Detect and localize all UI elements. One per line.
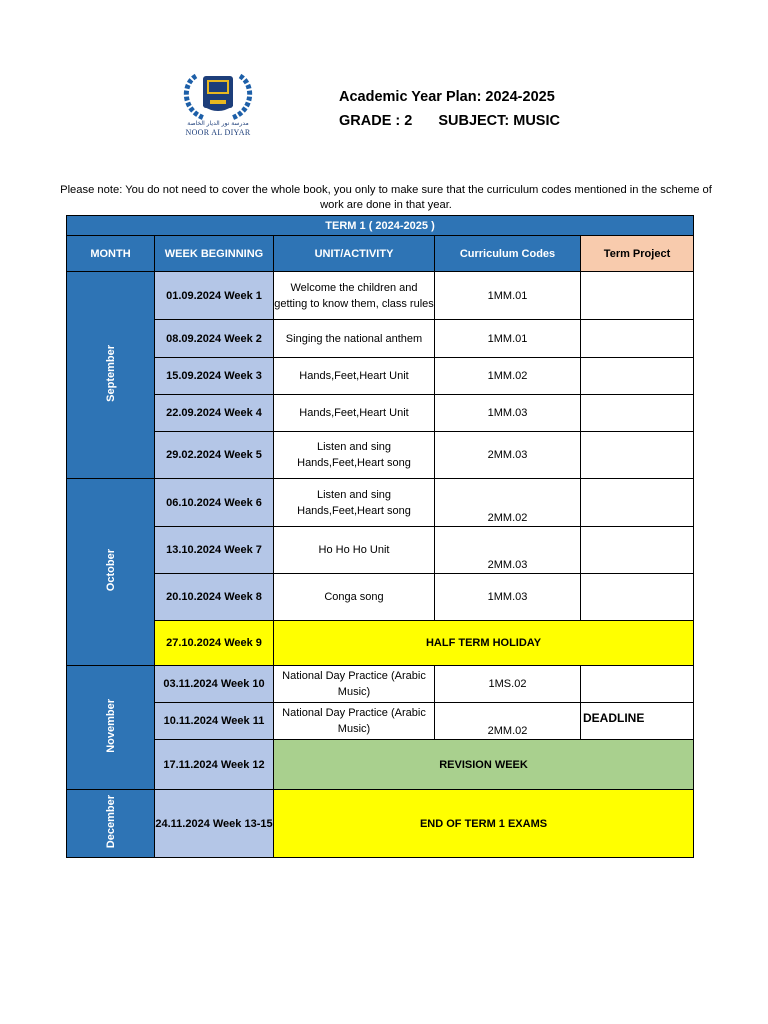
code-cell: 1MM.03 xyxy=(435,574,581,621)
project-cell xyxy=(581,574,694,621)
project-cell xyxy=(581,320,694,358)
col-codes: Curriculum Codes xyxy=(435,236,581,272)
code-cell: 1MM.01 xyxy=(435,320,581,358)
week-cell: 15.09.2024 Week 3 xyxy=(155,358,274,395)
activity-cell: Listen and sing Hands,Feet,Heart song xyxy=(274,479,435,527)
grade-subject-line xyxy=(339,109,560,133)
code-cell: 2MM.03 xyxy=(435,527,581,574)
month-cell xyxy=(67,272,155,479)
col-week: WEEK BEGINNING xyxy=(155,236,274,272)
activity-cell: Hands,Feet,Heart Unit xyxy=(274,358,435,395)
project-cell xyxy=(581,272,694,320)
activity-cell: National Day Practice (Arabic Music) xyxy=(274,666,435,703)
table-row xyxy=(67,479,694,527)
un-wreath-logo-icon xyxy=(174,70,262,122)
code-cell: 2MM.03 xyxy=(435,432,581,479)
code-cell: 1MM.01 xyxy=(435,272,581,320)
table-row xyxy=(67,790,694,858)
subject-label: SUBJECT: MUSIC xyxy=(438,113,560,129)
month-label: November xyxy=(104,699,117,753)
week-cell: 22.09.2024 Week 4 xyxy=(155,395,274,432)
grade-label: GRADE : 2 xyxy=(339,113,413,129)
week-cell: 10.11.2024 Week 11 xyxy=(155,703,274,740)
code-cell: 1MS.02 xyxy=(435,666,581,703)
week-cell: 29.02.2024 Week 5 xyxy=(155,432,274,479)
col-month: MONTH xyxy=(67,236,155,272)
project-cell xyxy=(581,666,694,703)
code-cell: 2MM.02 xyxy=(435,703,581,740)
project-cell xyxy=(581,432,694,479)
school-logo xyxy=(174,70,262,142)
week-cell: 01.09.2024 Week 1 xyxy=(155,272,274,320)
month-cell xyxy=(67,479,155,666)
code-cell: 2MM.02 xyxy=(435,479,581,527)
term-row xyxy=(67,216,694,236)
week-cell: 24.11.2024 Week 13-15 xyxy=(155,790,274,858)
project-cell xyxy=(581,527,694,574)
plan-title: Academic Year Plan: 2024-2025 xyxy=(339,89,555,105)
table-row xyxy=(67,621,694,666)
year-plan-table xyxy=(66,215,694,858)
project-cell xyxy=(581,479,694,527)
table-row xyxy=(67,432,694,479)
activity-cell: Hands,Feet,Heart Unit xyxy=(274,395,435,432)
col-project: Term Project xyxy=(581,236,694,272)
month-cell xyxy=(67,790,155,858)
page-heading xyxy=(339,85,560,133)
activity-cell: Welcome the children and getting to know them, class rules xyxy=(274,272,435,320)
activity-cell: Conga song xyxy=(274,574,435,621)
table-row xyxy=(67,574,694,621)
activity-cell: National Day Practice (Arabic Music) xyxy=(274,703,435,740)
week-cell: 13.10.2024 Week 7 xyxy=(155,527,274,574)
week-cell: 08.09.2024 Week 2 xyxy=(155,320,274,358)
week-cell: 17.11.2024 Week 12 xyxy=(155,740,274,790)
code-cell: 1MM.02 xyxy=(435,358,581,395)
exams-cell: END OF TERM 1 EXAMS xyxy=(274,790,694,858)
table-row xyxy=(67,358,694,395)
code-cell: 1MM.03 xyxy=(435,395,581,432)
logo-arabic-name: مدرسة نور الديار الخاصة xyxy=(187,120,249,127)
col-activity: UNIT/ACTIVITY xyxy=(274,236,435,272)
revision-week-cell: REVISION WEEK xyxy=(274,740,694,790)
month-label: December xyxy=(104,795,117,849)
month-label: September xyxy=(104,345,117,402)
activity-cell: Singing the national anthem xyxy=(274,320,435,358)
project-cell xyxy=(581,358,694,395)
project-cell xyxy=(581,395,694,432)
table-row xyxy=(67,527,694,574)
table-row xyxy=(67,272,694,320)
week-cell: 06.10.2024 Week 6 xyxy=(155,479,274,527)
week-cell: 27.10.2024 Week 9 xyxy=(155,621,274,666)
header-row xyxy=(67,236,694,272)
table-row xyxy=(67,395,694,432)
week-cell: 20.10.2024 Week 8 xyxy=(155,574,274,621)
deadline-cell: DEADLINE xyxy=(581,703,694,740)
table-row xyxy=(67,666,694,703)
week-cell: 03.11.2024 Week 10 xyxy=(155,666,274,703)
note-text: Please note: You do not need to cover the whole book, you only to make sure that the curriculum codes mentioned in the scheme of work are done in that year. xyxy=(60,184,712,211)
term-title: TERM 1 ( 2024-2025 ) xyxy=(67,216,694,236)
table-row xyxy=(67,320,694,358)
activity-cell: Ho Ho Ho Unit xyxy=(274,527,435,574)
month-label: October xyxy=(104,549,117,592)
table-row xyxy=(67,703,694,740)
activity-cell: Listen and sing Hands,Feet,Heart song xyxy=(274,432,435,479)
logo-english-name: NOOR AL DIYAR xyxy=(185,128,251,137)
table-row xyxy=(67,740,694,790)
month-cell xyxy=(67,666,155,790)
holiday-cell: HALF TERM HOLIDAY xyxy=(274,621,694,666)
